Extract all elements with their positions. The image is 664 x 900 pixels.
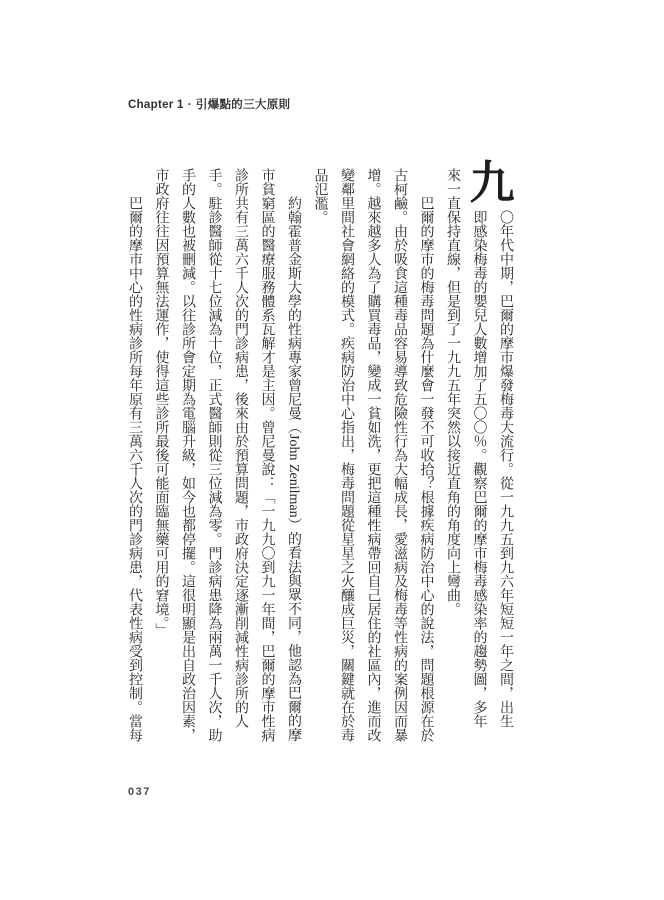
text-column-14: 市政府往往因預算無法運作，使得這些診所最後可能面臨無藥可用的窘境。」 xyxy=(153,168,169,637)
chapter-label: Chapter 1 xyxy=(128,99,184,111)
text-column-1: 〇年代中期，巴爾的摩市爆發梅毒大流行。從一九九五到九六年短短一年之間，出生 xyxy=(498,210,513,728)
text-column-7: 變鄰里間社會網絡的模式。疾病防治中心指出，梅毒問題從星星之火釀成巨災，關鍵就在於毒 xyxy=(339,168,354,742)
drop-cap-character: 九 xyxy=(469,158,515,208)
text-column-13: 手的人數也被刪減。以往診所會定期為電腦升級，如今也都停擺。這很明顯是出自政治因素， xyxy=(180,168,195,742)
text-column-8: 品氾濫。 xyxy=(312,168,328,224)
text-columns xyxy=(121,168,513,758)
text-column-11: 診所共有三萬六千人次的門診病患，後來由於預算問題，市政府決定逐漸削減性病診所的人 xyxy=(233,168,248,728)
text-column-2: 即感染梅毒的嬰兒人數增加了五〇〇％。觀察巴爾的摩市梅毒感染率的趨勢圖，多年 xyxy=(471,210,487,728)
text-column-10: 市貧窮區的醫療服務體系瓦解才是主因。曾尼曼說：「一九九〇到九一年間，巴爾的摩市性病 xyxy=(259,168,275,742)
text-column-5: 古柯鹼。由於吸食這種毒品容易導致危險性行為大幅成長，愛滋病及梅毒等性病的案例因而暴 xyxy=(392,168,407,742)
text-column-12: 手。駐診醫師從十七位減為十位，正式醫師則從三位減為零。門診病患降為兩萬一千人次，助 xyxy=(206,168,222,742)
text-column-4: 巴爾的摩市的梅毒問題為什麼會一發不可收拾？根據疾病防治中心的說法，問題根源在於 xyxy=(418,196,434,742)
text-column-9: 約翰霍普金斯大學的性病專家曾尼曼（John Zenilman）的看法與眾不同，他認為巴爾的摩 xyxy=(286,196,301,742)
text-column-6: 增。越來越多人為了購買毒品，變成一貧如洗，更把這種性病帶回自己居住的社區內，進而改 xyxy=(365,168,381,742)
text-column-15: 巴爾的摩市中心的性病診所每年原有三萬六千人次的門診病患，代表性病受到控制。當每 xyxy=(127,196,142,742)
chapter-title: 引爆點的三大原則 xyxy=(195,99,291,111)
header-separator: · xyxy=(187,99,192,111)
text-column-3: 來一直保持直線，但是到了一九九五年突然以接近直角的角度向上彎曲。 xyxy=(445,168,460,616)
page-number: 037 xyxy=(128,786,151,798)
running-header xyxy=(128,96,290,112)
